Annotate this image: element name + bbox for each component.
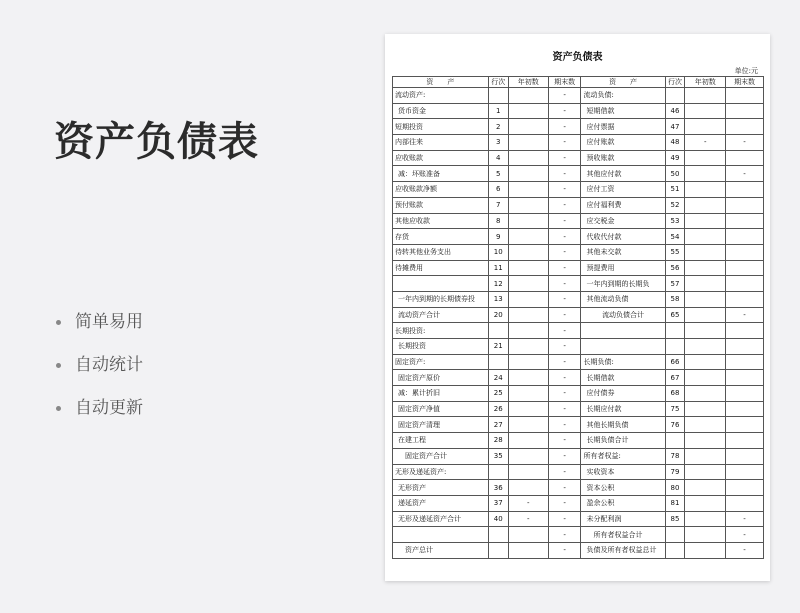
table-row	[393, 401, 764, 417]
opening-balance-cell	[685, 417, 726, 433]
line-number-cell: 21	[488, 339, 508, 355]
item-name-cell	[581, 339, 665, 355]
item-name-cell	[581, 323, 665, 339]
item-name-cell: 固定资产合计	[393, 448, 489, 464]
item-name-cell: 长期投资	[393, 339, 489, 355]
line-number-cell: 8	[488, 213, 508, 229]
table-row	[393, 339, 764, 355]
bullet-dot-icon	[56, 320, 61, 325]
column-header: 年初数	[508, 77, 548, 88]
item-name-cell: 长期投资:	[393, 323, 489, 339]
line-number-cell: 47	[665, 119, 685, 135]
opening-balance-cell	[508, 433, 548, 449]
closing-balance-cell: -	[548, 307, 581, 323]
table-row	[393, 495, 764, 511]
closing-balance-cell	[726, 244, 764, 260]
closing-balance-cell: -	[548, 511, 581, 527]
item-name-cell: 无形及递延资产:	[393, 464, 489, 480]
table-row	[393, 103, 764, 119]
item-name-cell: 无形及递延资产合计	[393, 511, 489, 527]
line-number-cell: 49	[665, 150, 685, 166]
line-number-cell: 52	[665, 197, 685, 213]
feature-label: 简单易用	[75, 312, 143, 332]
closing-balance-cell: -	[548, 229, 581, 245]
line-number-cell: 55	[665, 244, 685, 260]
opening-balance-cell	[508, 88, 548, 104]
opening-balance-cell: -	[685, 135, 726, 151]
line-number-cell: 46	[665, 103, 685, 119]
closing-balance-cell	[726, 119, 764, 135]
line-number-cell: 20	[488, 307, 508, 323]
line-number-cell: 66	[665, 354, 685, 370]
bullet-dot-icon	[56, 363, 61, 368]
line-number-cell	[665, 433, 685, 449]
opening-balance-cell	[685, 433, 726, 449]
closing-balance-cell: -	[726, 511, 764, 527]
unit-label: 单位:元	[734, 67, 758, 75]
item-name-cell: 其他长期负债	[581, 417, 665, 433]
line-number-cell: 35	[488, 448, 508, 464]
item-name-cell: 其他应付款	[581, 166, 665, 182]
item-name-cell: 无形资产	[393, 480, 489, 496]
line-number-cell: 50	[665, 166, 685, 182]
item-name-cell: 长期应付款	[581, 401, 665, 417]
closing-balance-cell: -	[548, 354, 581, 370]
opening-balance-cell: -	[508, 495, 548, 511]
line-number-cell: 6	[488, 182, 508, 198]
closing-balance-cell: -	[548, 401, 581, 417]
table-row	[393, 291, 764, 307]
line-number-cell: 7	[488, 197, 508, 213]
line-number-cell: 2	[488, 119, 508, 135]
item-name-cell: 其他应收款	[393, 213, 489, 229]
line-number-cell	[488, 527, 508, 543]
column-header: 年初数	[685, 77, 726, 88]
line-number-cell: 57	[665, 276, 685, 292]
opening-balance-cell	[685, 88, 726, 104]
page-title: 资产负债表	[54, 119, 259, 165]
closing-balance-cell	[726, 386, 764, 402]
opening-balance-cell	[685, 401, 726, 417]
opening-balance-cell	[685, 307, 726, 323]
closing-balance-cell: -	[548, 291, 581, 307]
table-row	[393, 166, 764, 182]
opening-balance-cell	[685, 229, 726, 245]
closing-balance-cell	[726, 433, 764, 449]
item-name-cell: 一年内到期的长期债券投	[393, 291, 489, 307]
feature-item	[56, 353, 143, 396]
item-name-cell: 递延资产	[393, 495, 489, 511]
opening-balance-cell	[685, 511, 726, 527]
item-name-cell: 预提费用	[581, 260, 665, 276]
line-number-cell	[488, 88, 508, 104]
opening-balance-cell	[508, 291, 548, 307]
line-number-cell: 65	[665, 307, 685, 323]
closing-balance-cell	[726, 354, 764, 370]
closing-balance-cell: -	[548, 542, 581, 558]
balance-sheet-preview	[385, 34, 770, 581]
opening-balance-cell	[508, 339, 548, 355]
item-name-cell: 负债及所有者权益总计	[581, 542, 665, 558]
line-number-cell	[665, 88, 685, 104]
item-name-cell: 短期借款	[581, 103, 665, 119]
closing-balance-cell	[726, 88, 764, 104]
closing-balance-cell	[726, 401, 764, 417]
closing-balance-cell: -	[548, 150, 581, 166]
closing-balance-cell: -	[548, 433, 581, 449]
line-number-cell: 76	[665, 417, 685, 433]
closing-balance-cell: -	[548, 417, 581, 433]
closing-balance-cell: -	[548, 197, 581, 213]
line-number-cell	[488, 354, 508, 370]
line-number-cell: 5	[488, 166, 508, 182]
closing-balance-cell: -	[548, 276, 581, 292]
opening-balance-cell	[508, 244, 548, 260]
item-name-cell: 应付福利费	[581, 197, 665, 213]
column-header: 资 产	[581, 77, 665, 88]
sheet-title: 资产负债表	[552, 52, 603, 63]
column-header: 行次	[488, 77, 508, 88]
item-name-cell: 应交税金	[581, 213, 665, 229]
opening-balance-cell	[685, 291, 726, 307]
feature-item	[56, 396, 143, 439]
opening-balance-cell	[685, 260, 726, 276]
closing-balance-cell	[726, 182, 764, 198]
line-number-cell: 27	[488, 417, 508, 433]
table-row	[393, 119, 764, 135]
opening-balance-cell	[508, 323, 548, 339]
table-row	[393, 354, 764, 370]
line-number-cell: 25	[488, 386, 508, 402]
closing-balance-cell: -	[548, 213, 581, 229]
opening-balance-cell	[508, 150, 548, 166]
item-name-cell: 应付票据	[581, 119, 665, 135]
item-name-cell: 流动负债合计	[581, 307, 665, 323]
line-number-cell: 4	[488, 150, 508, 166]
item-name-cell: 其他流动负债	[581, 291, 665, 307]
item-name-cell: 所有者权益合计	[581, 527, 665, 543]
opening-balance-cell	[508, 370, 548, 386]
item-name-cell: 应付债券	[581, 386, 665, 402]
line-number-cell: 78	[665, 448, 685, 464]
feature-label: 自动统计	[75, 355, 143, 375]
opening-balance-cell	[685, 448, 726, 464]
opening-balance-cell	[508, 480, 548, 496]
closing-balance-cell	[726, 495, 764, 511]
closing-balance-cell: -	[548, 464, 581, 480]
table-row	[393, 213, 764, 229]
line-number-cell: 36	[488, 480, 508, 496]
opening-balance-cell	[685, 480, 726, 496]
closing-balance-cell: -	[548, 260, 581, 276]
line-number-cell: 9	[488, 229, 508, 245]
closing-balance-cell	[726, 291, 764, 307]
opening-balance-cell	[685, 166, 726, 182]
table-row	[393, 480, 764, 496]
table-row	[393, 244, 764, 260]
closing-balance-cell: -	[548, 103, 581, 119]
opening-balance-cell	[508, 103, 548, 119]
item-name-cell: 货币资金	[393, 103, 489, 119]
opening-balance-cell	[685, 370, 726, 386]
line-number-cell: 24	[488, 370, 508, 386]
opening-balance-cell	[685, 119, 726, 135]
opening-balance-cell	[508, 197, 548, 213]
item-name-cell	[393, 276, 489, 292]
opening-balance-cell	[508, 448, 548, 464]
item-name-cell: 固定资产净值	[393, 401, 489, 417]
line-number-cell	[665, 339, 685, 355]
closing-balance-cell	[726, 213, 764, 229]
table-row	[393, 88, 764, 104]
table-row	[393, 370, 764, 386]
closing-balance-cell	[726, 480, 764, 496]
item-name-cell: 盈余公积	[581, 495, 665, 511]
item-name-cell: 代收代付款	[581, 229, 665, 245]
table-row	[393, 417, 764, 433]
closing-balance-cell	[726, 323, 764, 339]
opening-balance-cell	[508, 119, 548, 135]
line-number-cell	[488, 464, 508, 480]
opening-balance-cell	[685, 323, 726, 339]
column-header: 期末数	[726, 77, 764, 88]
item-name-cell: 长期负债:	[581, 354, 665, 370]
table-row	[393, 511, 764, 527]
table-row	[393, 433, 764, 449]
line-number-cell: 51	[665, 182, 685, 198]
closing-balance-cell: -	[726, 542, 764, 558]
closing-balance-cell: -	[548, 244, 581, 260]
item-name-cell: 预收账款	[581, 150, 665, 166]
table-row	[393, 386, 764, 402]
opening-balance-cell	[508, 417, 548, 433]
line-number-cell: 85	[665, 511, 685, 527]
closing-balance-cell: -	[548, 339, 581, 355]
item-name-cell: 资产总计	[393, 542, 489, 558]
line-number-cell: 81	[665, 495, 685, 511]
column-header: 行次	[665, 77, 685, 88]
opening-balance-cell	[508, 260, 548, 276]
line-number-cell: 67	[665, 370, 685, 386]
item-name-cell: 短期投资	[393, 119, 489, 135]
table-row	[393, 307, 764, 323]
closing-balance-cell: -	[548, 480, 581, 496]
closing-balance-cell: -	[548, 323, 581, 339]
balance-sheet-table	[392, 76, 764, 559]
opening-balance-cell	[508, 464, 548, 480]
closing-balance-cell	[726, 448, 764, 464]
item-name-cell: 实收资本	[581, 464, 665, 480]
closing-balance-cell	[726, 276, 764, 292]
item-name-cell: 一年内到期的长期负	[581, 276, 665, 292]
closing-balance-cell: -	[726, 166, 764, 182]
closing-balance-cell	[726, 260, 764, 276]
opening-balance-cell	[508, 307, 548, 323]
table-row	[393, 135, 764, 151]
table-row	[393, 464, 764, 480]
closing-balance-cell: -	[726, 135, 764, 151]
item-name-cell: 存货	[393, 229, 489, 245]
item-name-cell: 流动资产合计	[393, 307, 489, 323]
feature-item	[56, 310, 143, 353]
opening-balance-cell: -	[508, 511, 548, 527]
item-name-cell: 应付账款	[581, 135, 665, 151]
item-name-cell: 其他未交款	[581, 244, 665, 260]
item-name-cell: 内部往来	[393, 135, 489, 151]
line-number-cell: 56	[665, 260, 685, 276]
opening-balance-cell	[508, 386, 548, 402]
closing-balance-cell	[726, 464, 764, 480]
feature-label: 自动更新	[75, 398, 143, 418]
opening-balance-cell	[685, 276, 726, 292]
line-number-cell: 10	[488, 244, 508, 260]
closing-balance-cell: -	[548, 135, 581, 151]
line-number-cell: 1	[488, 103, 508, 119]
opening-balance-cell	[685, 150, 726, 166]
closing-balance-cell	[726, 417, 764, 433]
closing-balance-cell: -	[548, 448, 581, 464]
opening-balance-cell	[685, 527, 726, 543]
opening-balance-cell	[508, 166, 548, 182]
closing-balance-cell: -	[548, 166, 581, 182]
item-name-cell: 长期借款	[581, 370, 665, 386]
item-name-cell: 减：累计折旧	[393, 386, 489, 402]
opening-balance-cell	[508, 527, 548, 543]
opening-balance-cell	[685, 495, 726, 511]
opening-balance-cell	[685, 244, 726, 260]
closing-balance-cell	[726, 103, 764, 119]
column-header: 资 产	[393, 77, 489, 88]
closing-balance-cell: -	[726, 307, 764, 323]
line-number-cell: 28	[488, 433, 508, 449]
item-name-cell: 应收账款	[393, 150, 489, 166]
closing-balance-cell: -	[548, 386, 581, 402]
opening-balance-cell	[685, 213, 726, 229]
item-name-cell: 在建工程	[393, 433, 489, 449]
line-number-cell: 54	[665, 229, 685, 245]
item-name-cell	[393, 527, 489, 543]
table-row	[393, 323, 764, 339]
line-number-cell: 80	[665, 480, 685, 496]
item-name-cell: 待转其他业务支出	[393, 244, 489, 260]
item-name-cell: 未分配利润	[581, 511, 665, 527]
opening-balance-cell	[685, 339, 726, 355]
opening-balance-cell	[508, 182, 548, 198]
opening-balance-cell	[685, 464, 726, 480]
bullet-dot-icon	[56, 406, 61, 411]
table-header-row	[393, 77, 764, 88]
table-row	[393, 527, 764, 543]
item-name-cell: 流动负债:	[581, 88, 665, 104]
feature-list	[56, 310, 143, 439]
table-row	[393, 448, 764, 464]
line-number-cell: 13	[488, 291, 508, 307]
line-number-cell	[665, 323, 685, 339]
opening-balance-cell	[685, 182, 726, 198]
closing-balance-cell: -	[548, 527, 581, 543]
opening-balance-cell	[685, 103, 726, 119]
line-number-cell: 11	[488, 260, 508, 276]
item-name-cell: 待摊费用	[393, 260, 489, 276]
opening-balance-cell	[508, 401, 548, 417]
line-number-cell: 79	[665, 464, 685, 480]
closing-balance-cell: -	[548, 495, 581, 511]
opening-balance-cell	[685, 542, 726, 558]
item-name-cell: 应收账款净额	[393, 182, 489, 198]
closing-balance-cell: -	[548, 370, 581, 386]
item-name-cell: 固定资产:	[393, 354, 489, 370]
line-number-cell: 75	[665, 401, 685, 417]
closing-balance-cell	[726, 229, 764, 245]
line-number-cell	[488, 542, 508, 558]
line-number-cell	[665, 527, 685, 543]
closing-balance-cell: -	[548, 182, 581, 198]
table-row	[393, 276, 764, 292]
opening-balance-cell	[685, 386, 726, 402]
opening-balance-cell	[508, 229, 548, 245]
item-name-cell: 固定资产清理	[393, 417, 489, 433]
line-number-cell: 12	[488, 276, 508, 292]
item-name-cell: 流动资产:	[393, 88, 489, 104]
line-number-cell: 53	[665, 213, 685, 229]
item-name-cell: 固定资产原价	[393, 370, 489, 386]
line-number-cell	[665, 542, 685, 558]
opening-balance-cell	[508, 135, 548, 151]
line-number-cell: 68	[665, 386, 685, 402]
item-name-cell: 资本公积	[581, 480, 665, 496]
closing-balance-cell	[726, 150, 764, 166]
table-row	[393, 182, 764, 198]
line-number-cell: 3	[488, 135, 508, 151]
table-row	[393, 229, 764, 245]
item-name-cell: 减：坏账准备	[393, 166, 489, 182]
item-name-cell: 长期负债合计	[581, 433, 665, 449]
item-name-cell: 所有者权益:	[581, 448, 665, 464]
table-row	[393, 197, 764, 213]
closing-balance-cell: -	[548, 119, 581, 135]
closing-balance-cell: -	[548, 88, 581, 104]
line-number-cell: 48	[665, 135, 685, 151]
item-name-cell: 预付账款	[393, 197, 489, 213]
closing-balance-cell	[726, 197, 764, 213]
opening-balance-cell	[508, 276, 548, 292]
opening-balance-cell	[685, 197, 726, 213]
line-number-cell: 40	[488, 511, 508, 527]
table-row	[393, 542, 764, 558]
opening-balance-cell	[508, 213, 548, 229]
opening-balance-cell	[508, 354, 548, 370]
column-header: 期末数	[548, 77, 581, 88]
opening-balance-cell	[508, 542, 548, 558]
line-number-cell: 58	[665, 291, 685, 307]
line-number-cell: 26	[488, 401, 508, 417]
table-body	[393, 88, 764, 559]
opening-balance-cell	[685, 354, 726, 370]
line-number-cell: 37	[488, 495, 508, 511]
closing-balance-cell: -	[726, 527, 764, 543]
item-name-cell: 应付工资	[581, 182, 665, 198]
table-row	[393, 260, 764, 276]
closing-balance-cell	[726, 370, 764, 386]
closing-balance-cell	[726, 339, 764, 355]
line-number-cell	[488, 323, 508, 339]
table-row	[393, 150, 764, 166]
